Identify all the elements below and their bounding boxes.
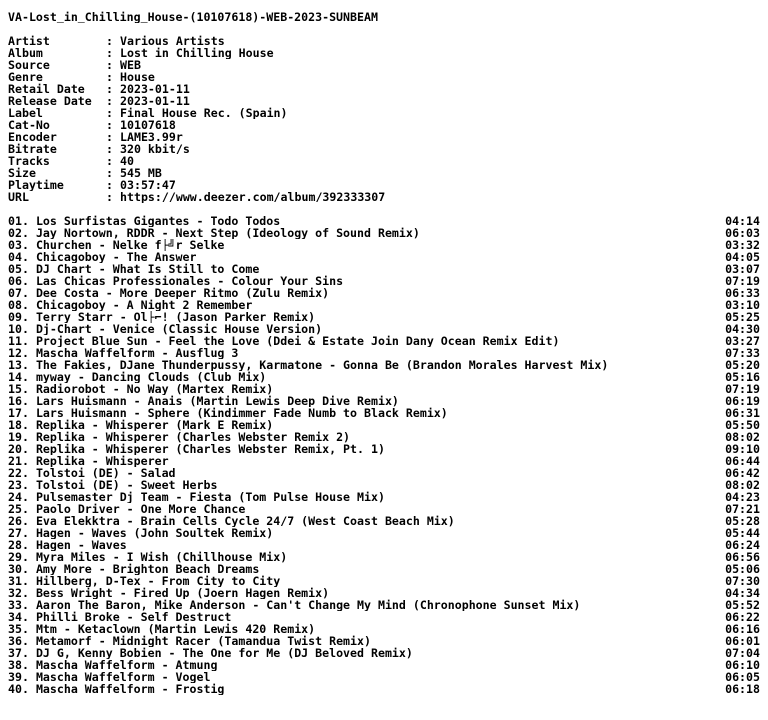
track-row xyxy=(8,635,760,647)
track-entry xyxy=(8,563,259,575)
track-entry xyxy=(8,599,580,611)
release-title: VA-Lost_in_Chilling_House-(10107618)-WEB-2023-SUNBEAM xyxy=(8,11,378,23)
track-entry xyxy=(8,683,224,695)
track-title: Mtm - Ketaclown (Martin Lewis 420 Remix) xyxy=(35,623,316,635)
track-duration: 06:10 xyxy=(725,659,760,671)
info-row xyxy=(8,191,760,203)
info-row xyxy=(8,35,760,47)
track-number: 21. xyxy=(8,455,29,467)
track-duration: 05:52 xyxy=(725,599,760,611)
track-entry xyxy=(8,239,224,251)
track-row xyxy=(8,335,760,347)
track-number: 23. xyxy=(8,479,29,491)
track-number: 22. xyxy=(8,467,29,479)
track-number: 25. xyxy=(8,503,29,515)
track-duration: 07:19 xyxy=(725,383,760,395)
track-number: 31. xyxy=(8,575,29,587)
track-number: 17. xyxy=(8,407,29,419)
track-duration: 06:56 xyxy=(725,551,760,563)
info-key: Artist xyxy=(8,35,50,47)
track-entry xyxy=(8,215,280,227)
track-row xyxy=(8,563,760,575)
track-duration: 06:31 xyxy=(725,407,760,419)
track-duration: 04:05 xyxy=(725,251,760,263)
track-duration: 07:04 xyxy=(725,647,760,659)
track-entry xyxy=(8,263,259,275)
track-duration: 03:32 xyxy=(725,239,760,251)
track-duration: 06:24 xyxy=(725,539,760,551)
track-title: Dj-Chart - Venice (Classic House Version) xyxy=(35,323,323,335)
track-number: 15. xyxy=(8,383,29,395)
info-row xyxy=(8,155,760,167)
nfo-document xyxy=(8,11,760,695)
info-row xyxy=(8,131,760,143)
track-number: 35. xyxy=(8,623,29,635)
track-number: 36. xyxy=(8,635,29,647)
track-entry xyxy=(8,443,385,455)
track-title: Replika - Whisperer xyxy=(35,455,169,467)
track-duration: 08:02 xyxy=(725,431,760,443)
track-row xyxy=(8,407,760,419)
info-row xyxy=(8,107,760,119)
track-duration: 06:33 xyxy=(725,287,760,299)
track-duration: 07:33 xyxy=(725,347,760,359)
info-separator: : xyxy=(106,83,120,95)
track-number: 39. xyxy=(8,671,29,683)
track-row xyxy=(8,671,760,683)
info-separator: : xyxy=(106,143,120,155)
info-separator: : xyxy=(106,155,120,167)
track-duration: 07:21 xyxy=(725,503,760,515)
track-row xyxy=(8,431,760,443)
track-row xyxy=(8,263,760,275)
track-title: Radiorobot - No Way (Martex Remix) xyxy=(35,383,274,395)
track-duration: 03:27 xyxy=(725,335,760,347)
track-entry xyxy=(8,587,329,599)
track-title: Aaron The Baron, Mike Anderson - Can't Change My Mind (Chronophone Sunset Mix) xyxy=(35,599,581,611)
track-title: Lars Huismann - Anais (Martin Lewis Deep Dive Remix) xyxy=(35,395,399,407)
track-number: 14. xyxy=(8,371,29,383)
track-row xyxy=(8,251,760,263)
track-number: 10. xyxy=(8,323,29,335)
track-title: Philli Broke - Self Destruct xyxy=(35,611,232,623)
track-title: Metamorf - Midnight Racer (Tamandua Twist Remix) xyxy=(35,635,371,647)
track-row xyxy=(8,371,760,383)
track-entry xyxy=(8,287,329,299)
track-number: 11. xyxy=(8,335,29,347)
track-entry xyxy=(8,407,448,419)
track-title: Churchen - Nelke f├╝r Selke xyxy=(35,239,225,251)
info-value: House xyxy=(120,71,155,83)
track-entry xyxy=(8,647,413,659)
info-separator: : xyxy=(106,59,120,71)
track-entry xyxy=(8,479,217,491)
track-number: 40. xyxy=(8,683,29,695)
track-entry xyxy=(8,227,420,239)
track-duration: 07:19 xyxy=(725,275,760,287)
track-duration: 04:14 xyxy=(725,215,760,227)
track-duration: 07:30 xyxy=(725,575,760,587)
track-row xyxy=(8,419,760,431)
track-duration: 04:30 xyxy=(725,323,760,335)
info-value: Final House Rec. (Spain) xyxy=(120,107,288,119)
track-number: 13. xyxy=(8,359,29,371)
info-value: LAME3.99r xyxy=(120,131,183,143)
track-duration: 05:06 xyxy=(725,563,760,575)
track-row xyxy=(8,599,760,611)
track-number: 26. xyxy=(8,515,29,527)
track-row xyxy=(8,215,760,227)
info-separator: : xyxy=(106,119,120,131)
info-key: URL xyxy=(8,191,29,203)
track-duration: 06:42 xyxy=(725,467,760,479)
track-title: Terry Starr - Ol├⌐! (Jason Parker Remix) xyxy=(35,311,316,323)
track-row xyxy=(8,395,760,407)
track-number: 27. xyxy=(8,527,29,539)
track-row xyxy=(8,527,760,539)
track-title: Los Surfistas Gigantes - Todo Todos xyxy=(35,215,281,227)
track-duration: 05:25 xyxy=(725,311,760,323)
info-row xyxy=(8,143,760,155)
info-separator: : xyxy=(106,131,120,143)
track-title: Tolstoi (DE) - Salad xyxy=(35,467,176,479)
info-value: 2023-01-11 xyxy=(120,95,190,107)
track-title: Lars Huismann - Sphere (Kindimmer Fade Numb to Black Remix) xyxy=(35,407,448,419)
track-number: 06. xyxy=(8,275,29,287)
track-entry xyxy=(8,491,385,503)
track-number: 08. xyxy=(8,299,29,311)
track-duration: 05:16 xyxy=(725,371,760,383)
track-number: 28. xyxy=(8,539,29,551)
track-row xyxy=(8,503,760,515)
track-row xyxy=(8,587,760,599)
track-number: 09. xyxy=(8,311,29,323)
info-key: Bitrate xyxy=(8,143,57,155)
track-entry xyxy=(8,359,608,371)
info-separator: : xyxy=(106,179,120,191)
track-list xyxy=(8,215,760,695)
track-entry xyxy=(8,659,217,671)
track-title: Jay Nortown, RDDR - Next Step (Ideology of Sound Remix) xyxy=(35,227,420,239)
info-value: 2023-01-11 xyxy=(120,83,190,95)
track-row xyxy=(8,539,760,551)
track-title: Bess Wright - Fired Up (Joern Hagen Remix) xyxy=(35,587,330,599)
track-duration: 06:19 xyxy=(725,395,760,407)
blank-line xyxy=(8,23,760,35)
track-number: 01. xyxy=(8,215,29,227)
track-title: Dee Costa - More Deeper Ritmo (Zulu Remix) xyxy=(35,287,330,299)
info-value: 03:57:47 xyxy=(120,179,176,191)
track-duration: 09:10 xyxy=(725,443,760,455)
track-duration: 06:44 xyxy=(725,455,760,467)
track-entry xyxy=(8,251,196,263)
info-separator: : xyxy=(106,47,120,59)
info-row xyxy=(8,59,760,71)
track-row xyxy=(8,299,760,311)
track-title: Hagen - Waves (John Soultek Remix) xyxy=(35,527,274,539)
info-separator: : xyxy=(106,167,120,179)
track-number: 34. xyxy=(8,611,29,623)
track-title: Mascha Waffelform - Frostig xyxy=(35,683,225,695)
track-title: Hagen - Waves xyxy=(35,539,127,551)
track-entry xyxy=(8,455,169,467)
track-title: Chicagoboy - A Night 2 Remember xyxy=(35,299,253,311)
track-entry xyxy=(8,311,315,323)
info-value: https://www.deezer.com/album/392333307 xyxy=(120,191,386,203)
track-number: 30. xyxy=(8,563,29,575)
track-row xyxy=(8,323,760,335)
track-row xyxy=(8,623,760,635)
blank-line xyxy=(8,203,760,215)
track-row xyxy=(8,611,760,623)
track-entry xyxy=(8,503,245,515)
track-row xyxy=(8,311,760,323)
track-duration: 06:03 xyxy=(725,227,760,239)
release-info xyxy=(8,35,760,203)
info-row xyxy=(8,47,760,59)
track-title: Chicagoboy - The Answer xyxy=(35,251,197,263)
info-value: 10107618 xyxy=(120,119,176,131)
track-duration: 04:34 xyxy=(725,587,760,599)
track-duration: 06:16 xyxy=(725,623,760,635)
track-entry xyxy=(8,383,273,395)
info-key: Genre xyxy=(8,71,43,83)
track-entry xyxy=(8,575,280,587)
track-row xyxy=(8,647,760,659)
info-value: WEB xyxy=(120,59,141,71)
track-duration: 05:44 xyxy=(725,527,760,539)
track-title: Replika - Whisperer (Mark E Remix) xyxy=(35,419,274,431)
info-separator: : xyxy=(106,95,120,107)
track-entry xyxy=(8,611,231,623)
track-title: DJ G, Kenny Bobien - The One for Me (DJ Beloved Remix) xyxy=(35,647,413,659)
track-entry xyxy=(8,347,238,359)
track-entry xyxy=(8,527,273,539)
track-duration: 05:20 xyxy=(725,359,760,371)
track-number: 02. xyxy=(8,227,29,239)
track-duration: 06:01 xyxy=(725,635,760,647)
track-row xyxy=(8,443,760,455)
track-number: 32. xyxy=(8,587,29,599)
info-key: Cat-No xyxy=(8,119,50,131)
track-row xyxy=(8,383,760,395)
track-entry xyxy=(8,515,455,527)
track-row xyxy=(8,455,760,467)
track-duration: 05:28 xyxy=(725,515,760,527)
track-row xyxy=(8,359,760,371)
info-key: Album xyxy=(8,47,43,59)
track-entry xyxy=(8,623,315,635)
track-number: 33. xyxy=(8,599,29,611)
track-row xyxy=(8,227,760,239)
track-number: 29. xyxy=(8,551,29,563)
track-title: The Fakies, DJane Thunderpussy, Karmatone - Gonna Be (Brandon Morales Harvest Mix) xyxy=(35,359,609,371)
track-row xyxy=(8,575,760,587)
info-row xyxy=(8,71,760,83)
track-entry xyxy=(8,431,350,443)
track-duration: 03:10 xyxy=(725,299,760,311)
track-entry xyxy=(8,539,127,551)
track-title: Mascha Waffelform - Vogel xyxy=(35,671,211,683)
track-title: Mascha Waffelform - Atmung xyxy=(35,659,218,671)
track-row xyxy=(8,479,760,491)
track-duration: 04:23 xyxy=(725,491,760,503)
track-number: 19. xyxy=(8,431,29,443)
track-entry xyxy=(8,419,273,431)
track-title: Eva Elekktra - Brain Cells Cycle 24/7 (West Coast Beach Mix) xyxy=(35,515,455,527)
track-entry xyxy=(8,275,343,287)
track-entry xyxy=(8,395,399,407)
info-key: Size xyxy=(8,167,36,179)
track-row xyxy=(8,515,760,527)
track-number: 37. xyxy=(8,647,29,659)
track-duration: 06:18 xyxy=(725,683,760,695)
track-title: Pulsemaster Dj Team - Fiesta (Tom Pulse House Mix) xyxy=(35,491,385,503)
track-entry xyxy=(8,371,266,383)
track-number: 07. xyxy=(8,287,29,299)
track-number: 03. xyxy=(8,239,29,251)
track-row xyxy=(8,491,760,503)
info-key: Release Date xyxy=(8,95,92,107)
info-separator: : xyxy=(106,35,120,47)
track-entry xyxy=(8,467,176,479)
track-number: 24. xyxy=(8,491,29,503)
track-row xyxy=(8,551,760,563)
track-duration: 08:02 xyxy=(725,479,760,491)
info-row xyxy=(8,119,760,131)
track-duration: 05:50 xyxy=(725,419,760,431)
track-number: 04. xyxy=(8,251,29,263)
track-title: DJ Chart - What Is Still to Come xyxy=(35,263,260,275)
track-title: Amy More - Brighton Beach Dreams xyxy=(35,563,260,575)
track-row xyxy=(8,467,760,479)
track-row xyxy=(8,659,760,671)
info-key: Source xyxy=(8,59,50,71)
track-title: Paolo Driver - One More Chance xyxy=(35,503,246,515)
info-value: 320 kbit/s xyxy=(120,143,190,155)
track-duration: 06:22 xyxy=(725,611,760,623)
info-row xyxy=(8,83,760,95)
info-key: Tracks xyxy=(8,155,50,167)
info-value: Various Artists xyxy=(120,35,225,47)
info-key: Label xyxy=(8,107,43,119)
track-number: 18. xyxy=(8,419,29,431)
info-value: 545 MB xyxy=(120,167,162,179)
track-entry xyxy=(8,635,371,647)
info-key: Playtime xyxy=(8,179,64,191)
info-separator: : xyxy=(106,107,120,119)
info-separator: : xyxy=(106,71,120,83)
track-entry xyxy=(8,335,559,347)
info-value: 40 xyxy=(120,155,134,167)
track-duration: 03:07 xyxy=(725,263,760,275)
track-title: Myra Miles - I Wish (Chillhouse Mix) xyxy=(35,551,288,563)
track-row xyxy=(8,275,760,287)
info-row xyxy=(8,95,760,107)
track-row xyxy=(8,287,760,299)
track-duration: 06:05 xyxy=(725,671,760,683)
track-entry xyxy=(8,299,252,311)
track-number: 05. xyxy=(8,263,29,275)
track-title: Tolstoi (DE) - Sweet Herbs xyxy=(35,479,218,491)
track-title: Las Chicas Professionales - Colour Your Sins xyxy=(35,275,344,287)
track-title: Replika - Whisperer (Charles Webster Remix 2) xyxy=(35,431,351,443)
track-title: Project Blue Sun - Feel the Love (Ddei & Estate Join Dany Ocean Remix Edit) xyxy=(35,335,560,347)
info-separator: : xyxy=(106,191,120,203)
track-number: 16. xyxy=(8,395,29,407)
track-row xyxy=(8,347,760,359)
track-title: Hillberg, D-Tex - From City to City xyxy=(35,575,281,587)
info-key: Retail Date xyxy=(8,83,85,95)
track-entry xyxy=(8,671,210,683)
info-row xyxy=(8,167,760,179)
track-title: Mascha Waffelform - Ausflug 3 xyxy=(35,347,239,359)
track-number: 38. xyxy=(8,659,29,671)
info-row xyxy=(8,179,760,191)
info-key: Encoder xyxy=(8,131,57,143)
track-number: 20. xyxy=(8,443,29,455)
track-title: myway - Dancing Clouds (Club Mix) xyxy=(35,371,267,383)
track-entry xyxy=(8,551,287,563)
track-row xyxy=(8,239,760,251)
track-row xyxy=(8,683,760,695)
track-number: 12. xyxy=(8,347,29,359)
info-value: Lost in Chilling House xyxy=(120,47,274,59)
track-entry xyxy=(8,323,322,335)
track-title: Replika - Whisperer (Charles Webster Remix, Pt. 1) xyxy=(35,443,385,455)
